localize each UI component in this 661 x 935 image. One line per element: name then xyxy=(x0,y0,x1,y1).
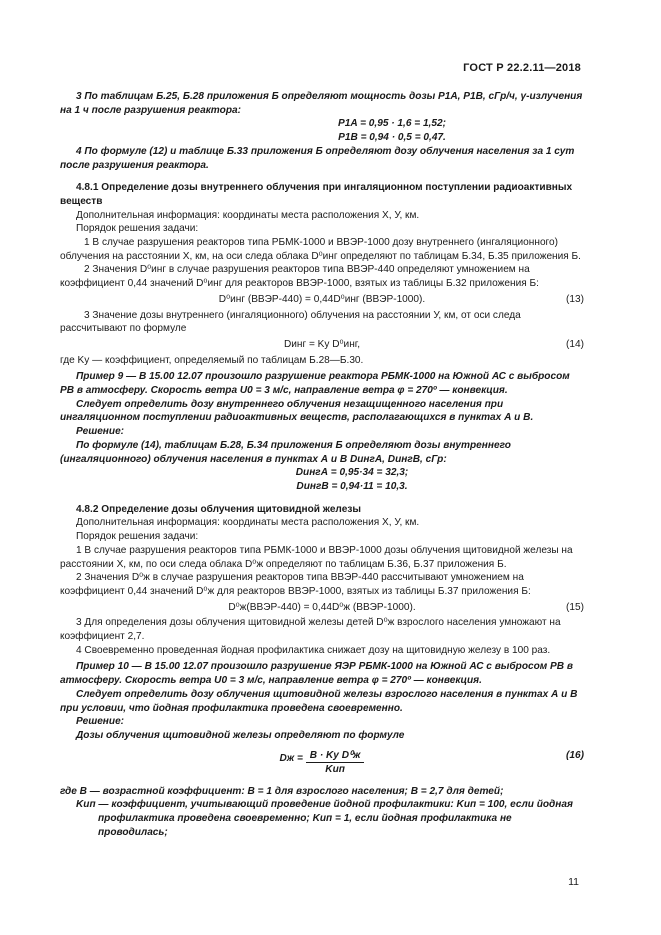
inhalation-step-1: 1 В случае разрушения реакторов типа РБМК-1000 и ВВЭР-1000 дозу внутреннего (ингаляционного) облучения на расстоянии X, км, на оси следа облака D⁰инг определяют по таблицам Б.34, Б.35 приложения Б. xyxy=(60,237,581,262)
equation-14-number: (14) xyxy=(566,338,584,350)
example-10-solution: Дозы облучения щитовидной железы определяют по формуле xyxy=(76,729,405,741)
example-9: Пример 9 — В 15.00 12.07 произошло разрушение реактора РБМК-1000 на Южной АС с выбросом РВ в атмосферу. Скорость ветра U0 = 3 м/с, направление ветра φ = 270º — конвекция. xyxy=(60,371,570,397)
additional-info-2: Дополнительная информация: координаты места расположения X, У, км. xyxy=(76,517,420,529)
equation-16-lhs: Dж = xyxy=(279,752,303,764)
formula-dinga: DингА = 0,95·34 = 32,3; xyxy=(295,467,409,479)
section-heading-4-8-2: 4.8.2 Определение дозы облучения щитовидной железы xyxy=(76,503,361,515)
equation-13 xyxy=(60,293,584,307)
formula-dingb: DингВ = 0,94·11 = 10,3. xyxy=(296,480,408,492)
equation-15-body: D⁰ж(ВВЭР-440) = 0,44D⁰ж (ВВЭР-1000). xyxy=(228,601,416,613)
equation-16-denominator: Kип xyxy=(325,764,345,776)
equation-15-number: (15) xyxy=(566,601,584,613)
example-9-goal: Следует определить дозу внутреннего облучения незащищенного населения при ингаляционном поступлении радиоактивных веществ, располагающихся в пунктах А и В. xyxy=(60,398,534,424)
example-9-solution: По формуле (14), таблицам Б.28, Б.34 приложения Б определяют дозы внутреннего (ингаляционного) облучения населения в пунктах А и В DингА, DингВ, сГр: xyxy=(60,439,511,465)
ky-definition: где Ky — коэффициент, определяемый по таблицам Б.28—Б.30. xyxy=(60,354,364,366)
equation-16-number: (16) xyxy=(566,749,584,761)
step-3-text: 3 По таблицам Б.25, Б.28 приложения Б определяют мощность дозы P1A, P1B, сГр/ч, γ-излучения на 1 ч после разрушения реактора: xyxy=(60,91,583,116)
section-heading-4-8-1: 4.8.1 Определение дозы внутреннего облучения при ингаляционном поступлении радиоактивных веществ xyxy=(60,182,573,207)
procedure-label-1: Порядок решения задачи: xyxy=(76,223,199,235)
thyroid-step-4: 4 Своевременно проведенная йодная профилактика снижает дозу на щитовидную железу в 100 раз. xyxy=(76,644,551,656)
equation-13-body: D⁰инг (ВВЭР-440) = 0,44D⁰инг (ВВЭР-1000). xyxy=(218,293,426,305)
equation-16-numerator: B · Ky D⁰ж xyxy=(306,749,365,764)
equation-13-number: (13) xyxy=(566,293,584,305)
example-10-goal: Следует определить дозу облучения щитовидной железы взрослого населения в пунктах А и В при условии, что йодная профилактика проведена своевременно. xyxy=(60,688,578,714)
thyroid-step-1: 1 В случае разрушения реакторов типа РБМК-1000 и ВВЭР-1000 дозы облучения щитовидной железы на расстоянии X, км, по оси следа облака D⁰ж определяют по таблицам Б.36, Б.37 приложения Б. xyxy=(60,544,573,570)
page-number: 11 xyxy=(568,876,579,888)
formula-p1a: P1A = 0,95 · 1,6 = 1,52; xyxy=(338,118,446,130)
equation-16 xyxy=(60,749,584,783)
inhalation-step-2: 2 Значения D⁰инг в случае разрушения реакторов типа ВВЭР-440 определяют умножением на коэффициент 0,44 значений D⁰инг для реакторов ВВЭР-1000, взятых из таблицы Б.32 приложения Б: xyxy=(60,264,539,290)
solution-label-1: Решение: xyxy=(76,426,125,438)
inhalation-step-3: 3 Значение дозы внутреннего (ингаляционного) облучения на расстоянии У, км, от оси следа рассчитывают по формуле xyxy=(60,309,521,335)
solution-label-2: Решение: xyxy=(76,716,125,728)
thyroid-step-3: 3 Для определения дозы облучения щитовидной железы детей D⁰ж взрослого населения умножают на коэффициент 2,7. xyxy=(60,617,561,643)
equation-14-body: Dинг = Ky D⁰инг, xyxy=(283,338,361,350)
formula-p1b: P1B = 0,94 · 0,5 = 0,47. xyxy=(338,132,446,144)
document-header: ГОСТ Р 22.2.11—2018 xyxy=(463,62,581,74)
thyroid-step-2: 2 Значения D⁰ж в случае разрушения реакторов типа ВВЭР-440 рассчитывают умножением на коэффициент 0,44 значений D⁰ж для реакторов ВВЭР-1000, взятых из таблицы Б.37 приложения Б: xyxy=(60,572,531,597)
equation-14 xyxy=(60,338,584,352)
equation-15 xyxy=(60,601,584,615)
kip-definition: Kип — коэффициент, учитывающий проведение йодной профилактики: Kип = 100, если йодная профилактика проведена своевременно; Kип = 1, если йодная профилактика не проводилась; xyxy=(76,799,573,838)
example-10: Пример 10 — В 15.00 12.07 произошло разрушение ЯЭР РБМК-1000 на Южной АС с выбросом РВ в атмосферу. Скорость ветра U0 = 3 м/с, направление ветра φ = 270º — конвекция. xyxy=(60,661,573,687)
procedure-label-2: Порядок решения задачи: xyxy=(76,531,199,543)
b-definition: где B — возрастной коэффициент: B = 1 для взрослого населения; B = 2,7 для детей; xyxy=(60,785,504,797)
equation-16-fraction xyxy=(306,749,365,777)
additional-info-1: Дополнительная информация: координаты места расположения X, У, км. xyxy=(76,209,420,221)
document-body xyxy=(60,90,584,839)
step-4-text: 4 По формуле (12) и таблице Б.33 приложения Б определяют дозу облучения населения за 1 сут после разрушения реактора. xyxy=(60,145,575,171)
